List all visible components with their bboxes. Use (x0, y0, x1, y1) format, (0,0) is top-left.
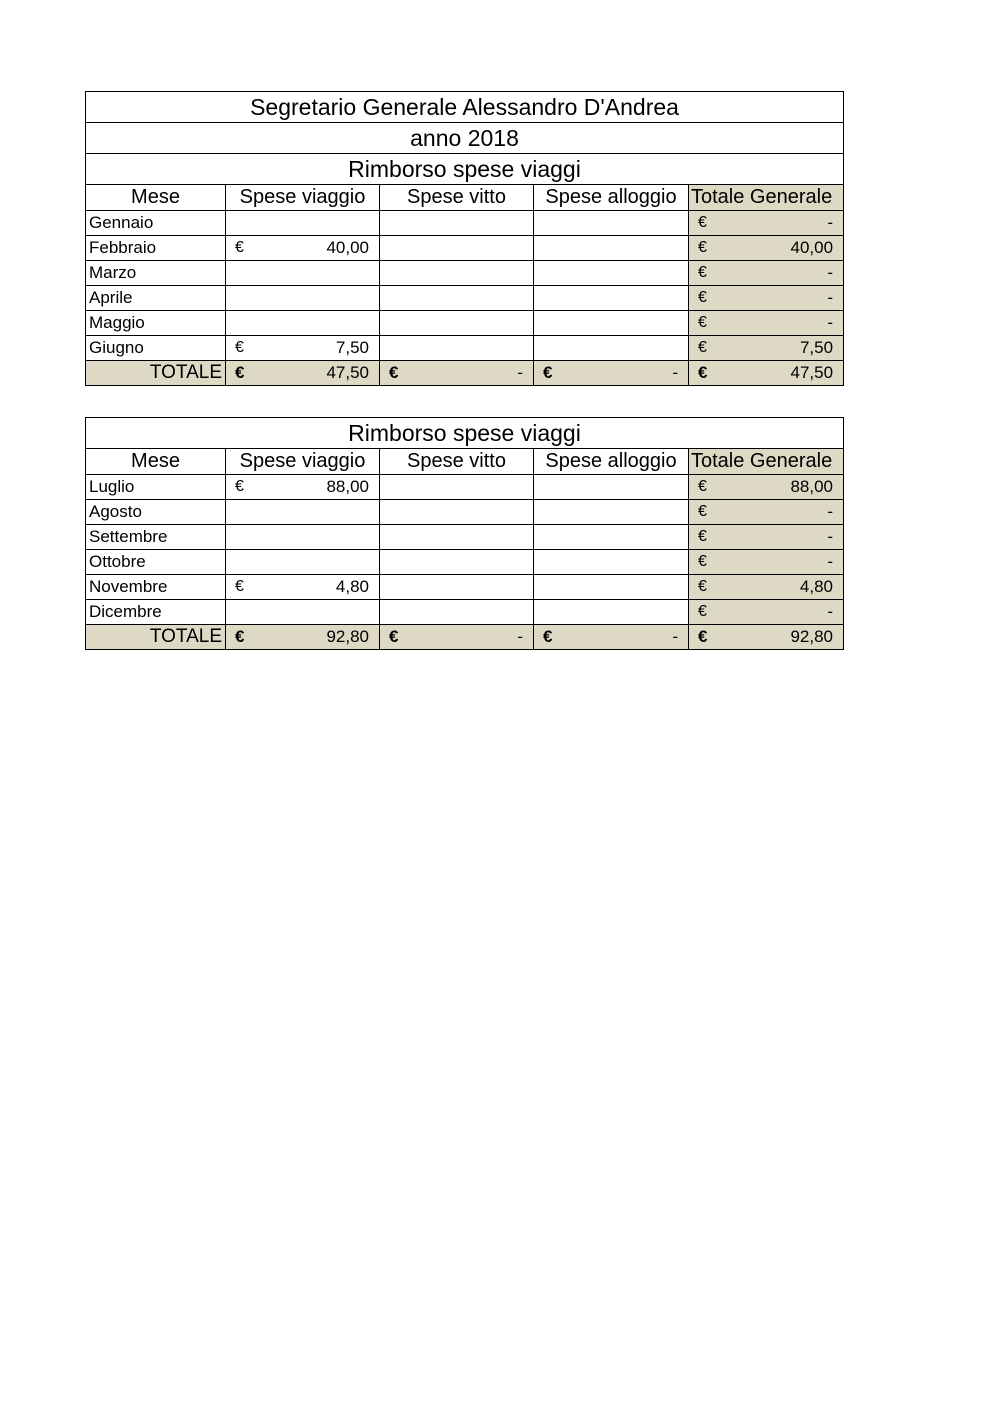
column-header-totale-generale: Totale Generale (689, 449, 844, 475)
currency-symbol: € (698, 478, 707, 495)
cell-month: Agosto (86, 500, 226, 525)
cell-alloggio (534, 211, 689, 236)
cell-alloggio (534, 625, 689, 650)
amount-value: 88,00 (790, 477, 833, 496)
column-header-row (86, 185, 844, 211)
table-row (86, 500, 844, 525)
cell-vitto (380, 550, 534, 575)
amount-value: - (827, 502, 833, 521)
cell-alloggio (534, 575, 689, 600)
amount-value: - (827, 213, 834, 232)
currency-symbol: € (235, 627, 245, 646)
document-title-row (86, 92, 844, 123)
amount-value: 4,80 (335, 577, 369, 596)
cell-alloggio (534, 525, 689, 550)
table-row (86, 211, 844, 236)
total-label: TOTALE (86, 361, 226, 386)
cell-viaggio (226, 211, 380, 236)
table-heading: Rimborso spese viaggi (86, 418, 844, 449)
currency-symbol: € (543, 627, 553, 646)
currency-symbol: € (235, 578, 244, 595)
cell-totale (689, 575, 844, 600)
cell-totale (689, 625, 844, 650)
amount-value: 40,00 (326, 238, 369, 257)
cell-viaggio (226, 336, 380, 361)
currency-symbol: € (698, 289, 707, 306)
currency-symbol: € (698, 314, 707, 331)
currency-symbol: € (235, 478, 244, 495)
cell-totale (689, 261, 844, 286)
table-row (86, 286, 844, 311)
cell-viaggio (226, 500, 380, 525)
total-row (86, 361, 844, 386)
amount-value: 88,00 (326, 477, 369, 496)
column-header-totale-generale: Totale Generale (689, 185, 844, 211)
cell-alloggio (534, 311, 689, 336)
currency-symbol: € (698, 578, 707, 595)
cell-alloggio (534, 261, 689, 286)
currency-symbol: € (698, 503, 707, 520)
table-row (86, 261, 844, 286)
cell-totale (689, 311, 844, 336)
table-row (86, 550, 844, 575)
cell-month: Febbraio (86, 236, 226, 261)
currency-symbol: € (698, 264, 707, 281)
cell-totale (689, 500, 844, 525)
table-heading-row (86, 418, 844, 449)
cell-month: Giugno (86, 336, 226, 361)
cell-vitto (380, 575, 534, 600)
currency-symbol: € (235, 339, 244, 356)
currency-symbol: € (698, 339, 707, 356)
column-header-mese: Mese (86, 185, 226, 211)
cell-viaggio (226, 361, 380, 386)
cell-vitto (380, 311, 534, 336)
column-header-mese: Mese (86, 449, 226, 475)
table-row (86, 236, 844, 261)
total-label: TOTALE (86, 625, 226, 650)
cell-month: Gennaio (86, 211, 226, 236)
cell-month: Dicembre (86, 600, 226, 625)
cell-month: Aprile (86, 286, 226, 311)
cell-alloggio (534, 500, 689, 525)
table-row (86, 525, 844, 550)
cell-viaggio (226, 525, 380, 550)
currency-symbol: € (698, 239, 707, 256)
cell-month: Luglio (86, 475, 226, 500)
cell-vitto (380, 625, 534, 650)
table-row (86, 336, 844, 361)
cell-viaggio (226, 261, 380, 286)
currency-symbol: € (698, 214, 707, 231)
cell-vitto (380, 600, 534, 625)
currency-symbol: € (543, 363, 553, 382)
amount-value: - (517, 627, 523, 646)
currency-symbol: € (698, 627, 708, 646)
currency-symbol: € (389, 627, 399, 646)
cell-vitto (380, 236, 534, 261)
expense-table-first-half (85, 91, 844, 386)
column-header-spese-viaggio: Spese viaggio (226, 185, 380, 211)
cell-vitto (380, 211, 534, 236)
amount-value: - (672, 627, 678, 646)
cell-vitto (380, 361, 534, 386)
amount-value: 7,50 (335, 338, 369, 357)
cell-month: Marzo (86, 261, 226, 286)
currency-symbol: € (698, 553, 707, 570)
cell-vitto (380, 286, 534, 311)
column-header-spese-vitto: Spese vitto (380, 449, 534, 475)
amount-value: 47,50 (790, 363, 834, 382)
cell-viaggio (226, 311, 380, 336)
cell-totale (689, 336, 844, 361)
amount-value: 40,00 (790, 238, 834, 257)
currency-symbol: € (235, 239, 244, 256)
currency-symbol: € (235, 363, 245, 382)
amount-value: 47,50 (326, 363, 369, 382)
amount-value: 92,80 (790, 627, 833, 646)
column-header-row (86, 449, 844, 475)
cell-alloggio (534, 336, 689, 361)
cell-month: Settembre (86, 525, 226, 550)
cell-alloggio (534, 361, 689, 386)
currency-symbol: € (389, 363, 399, 382)
document-year: anno 2018 (86, 123, 844, 154)
amount-value: 7,50 (799, 338, 834, 357)
table-heading-row (86, 154, 844, 185)
table-row (86, 575, 844, 600)
amount-value: 92,80 (326, 627, 369, 646)
cell-viaggio (226, 475, 380, 500)
cell-alloggio (534, 236, 689, 261)
cell-alloggio (534, 475, 689, 500)
cell-totale (689, 600, 844, 625)
amount-value: - (672, 363, 678, 382)
cell-alloggio (534, 550, 689, 575)
cell-month: Ottobre (86, 550, 226, 575)
cell-totale (689, 525, 844, 550)
cell-month: Maggio (86, 311, 226, 336)
cell-totale (689, 475, 844, 500)
cell-alloggio (534, 600, 689, 625)
amount-value: - (827, 313, 834, 332)
cell-viaggio (226, 575, 380, 600)
cell-totale (689, 236, 844, 261)
column-header-spese-alloggio: Spese alloggio (534, 449, 689, 475)
cell-vitto (380, 261, 534, 286)
amount-value: - (827, 288, 834, 307)
table-row (86, 311, 844, 336)
cell-vitto (380, 336, 534, 361)
amount-value: - (517, 363, 523, 382)
currency-symbol: € (698, 528, 707, 545)
cell-viaggio (226, 600, 380, 625)
cell-viaggio (226, 286, 380, 311)
currency-symbol: € (698, 363, 708, 382)
cell-vitto (380, 525, 534, 550)
document-title: Segretario Generale Alessandro D'Andrea (86, 92, 844, 123)
amount-value: - (827, 527, 833, 546)
column-header-spese-viaggio: Spese viaggio (226, 449, 380, 475)
cell-totale (689, 361, 844, 386)
cell-vitto (380, 475, 534, 500)
cell-viaggio (226, 550, 380, 575)
cell-totale (689, 550, 844, 575)
column-header-spese-alloggio: Spese alloggio (534, 185, 689, 211)
cell-totale (689, 211, 844, 236)
table-row (86, 475, 844, 500)
amount-value: - (827, 263, 834, 282)
expense-table-second-half (85, 417, 844, 650)
cell-viaggio (226, 625, 380, 650)
amount-value: - (827, 602, 833, 621)
amount-value: 4,80 (799, 577, 833, 596)
cell-vitto (380, 500, 534, 525)
table-row (86, 600, 844, 625)
currency-symbol: € (698, 603, 707, 620)
cell-viaggio (226, 236, 380, 261)
total-row (86, 625, 844, 650)
year-row (86, 123, 844, 154)
cell-alloggio (534, 286, 689, 311)
cell-totale (689, 286, 844, 311)
cell-month: Novembre (86, 575, 226, 600)
table-heading: Rimborso spese viaggi (86, 154, 844, 185)
amount-value: - (827, 552, 833, 571)
column-header-spese-vitto: Spese vitto (380, 185, 534, 211)
